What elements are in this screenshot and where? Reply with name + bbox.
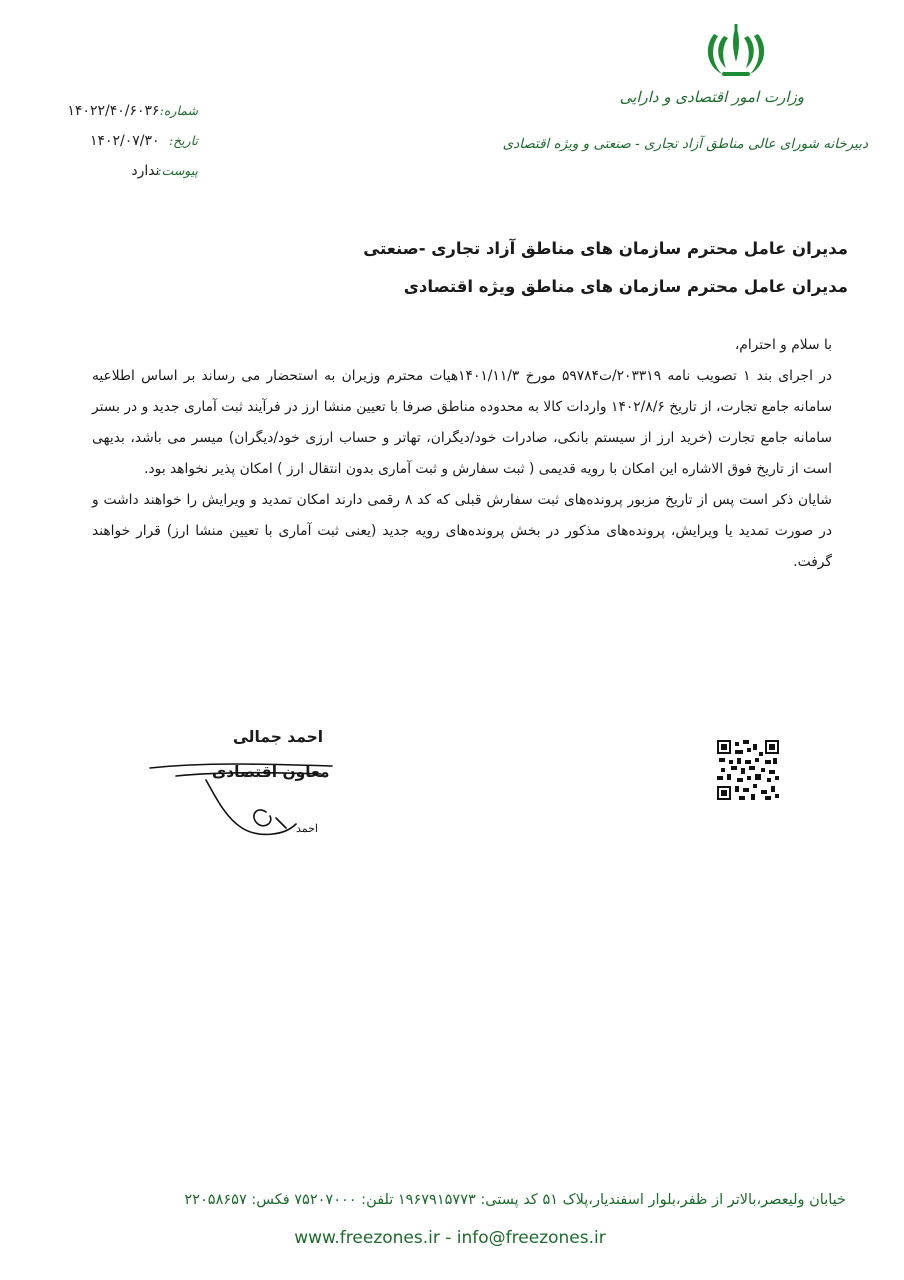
qr-code-icon bbox=[717, 740, 779, 800]
letter-date-row bbox=[48, 126, 198, 156]
body-paragraph: در اجرای بند ۱ تصویب نامه ۲۰۳۳۱۹/ت۵۹۷۸۴ مورخ ۱۴۰۱/۱۱/۳هیات محترم وزیران به استحضار می رساند بر اساس اطلاعیه سامانه جامع تجارت، از تاریخ ۱۴۰۲/۸/۶ واردات کالا به محدوده مناطق صرفا با تعیین منشا ارز در فرآیند ثبت آماری جدید و در بستر سامانه جامع تجارت (خرید ارز از سیستم بانکی، صادرات خود/دیگران، تهاتر و حساب ارزی خود/دیگران) میسر می باشد، بدیهی است از تاریخ فوق الاشاره این امکان با رویه قدیمی ( ثبت سفارش و ثبت آماری بدون انتقال ارز ) امکان پذیر نخواهد بود. bbox=[92, 368, 832, 477]
letter-attachment-value: ندارد bbox=[131, 163, 160, 179]
signature-scribble-text: احمد bbox=[296, 822, 318, 835]
letter-meta bbox=[48, 96, 198, 186]
recipients bbox=[363, 230, 848, 306]
letter-attachment-row bbox=[48, 156, 198, 186]
recipient-line: مدیران عامل محترم سازمان های مناطق ویژه اقتصادی bbox=[403, 277, 848, 296]
letter-number-value: ۱۴۰۲۲/۴۰/۶۰۳۶ bbox=[67, 103, 160, 119]
handwritten-signature bbox=[146, 758, 336, 848]
letter-date-value: ۱۴۰۲/۰۷/۳۰ bbox=[89, 133, 160, 149]
letter-body bbox=[92, 330, 832, 578]
letter-date-label: تاریخ: bbox=[168, 133, 198, 148]
letter-number-label: شماره: bbox=[159, 103, 198, 118]
iran-emblem-icon bbox=[702, 22, 770, 84]
letter-attachment-label: پیوست: bbox=[157, 163, 198, 178]
footer-address: خیابان ولیعصر،بالاتر از ظفر،بلوار اسفندیار،پلاک ۵۱ کد پستی: ۱۹۶۷۹۱۵۷۷۳ تلفن: ۷۵۲۰۷۰۰۰ فکس: ۲۲۰۵۸۶۵۷ bbox=[184, 1192, 846, 1208]
greeting: با سلام و احترام، bbox=[734, 337, 832, 353]
ministry-name: وزارت امور اقتصادی و دارایی bbox=[619, 88, 804, 106]
signer-title: معاون اقتصادی bbox=[212, 763, 330, 781]
signer-name: احمد جمالی bbox=[233, 728, 324, 746]
footer-web-email: www.freezones.ir - info@freezones.ir bbox=[294, 1228, 606, 1248]
body-paragraph: شایان ذکر است پس از تاریخ مزبور پرونده‌های ثبت سفارش قبلی که کد ۸ رقمی دارند امکان تمدید و ویرایش را خواهند داشت و در صورت تمدید یا ویرایش، پرونده‌های مذکور در بخش پرونده‌های رویه جدید (یعنی ثبت آماری با تعیین منشا ارز) قرار خواهند گرفت. bbox=[92, 492, 832, 570]
recipient-line: مدیران عامل محترم سازمان های مناطق آزاد تجاری -صنعتی bbox=[363, 239, 848, 258]
secretariat-name: دبیرخانه شورای عالی مناطق آزاد تجاری - صنعتی و ویژه اقتصادی bbox=[502, 136, 868, 152]
letter-number-row bbox=[48, 96, 198, 126]
